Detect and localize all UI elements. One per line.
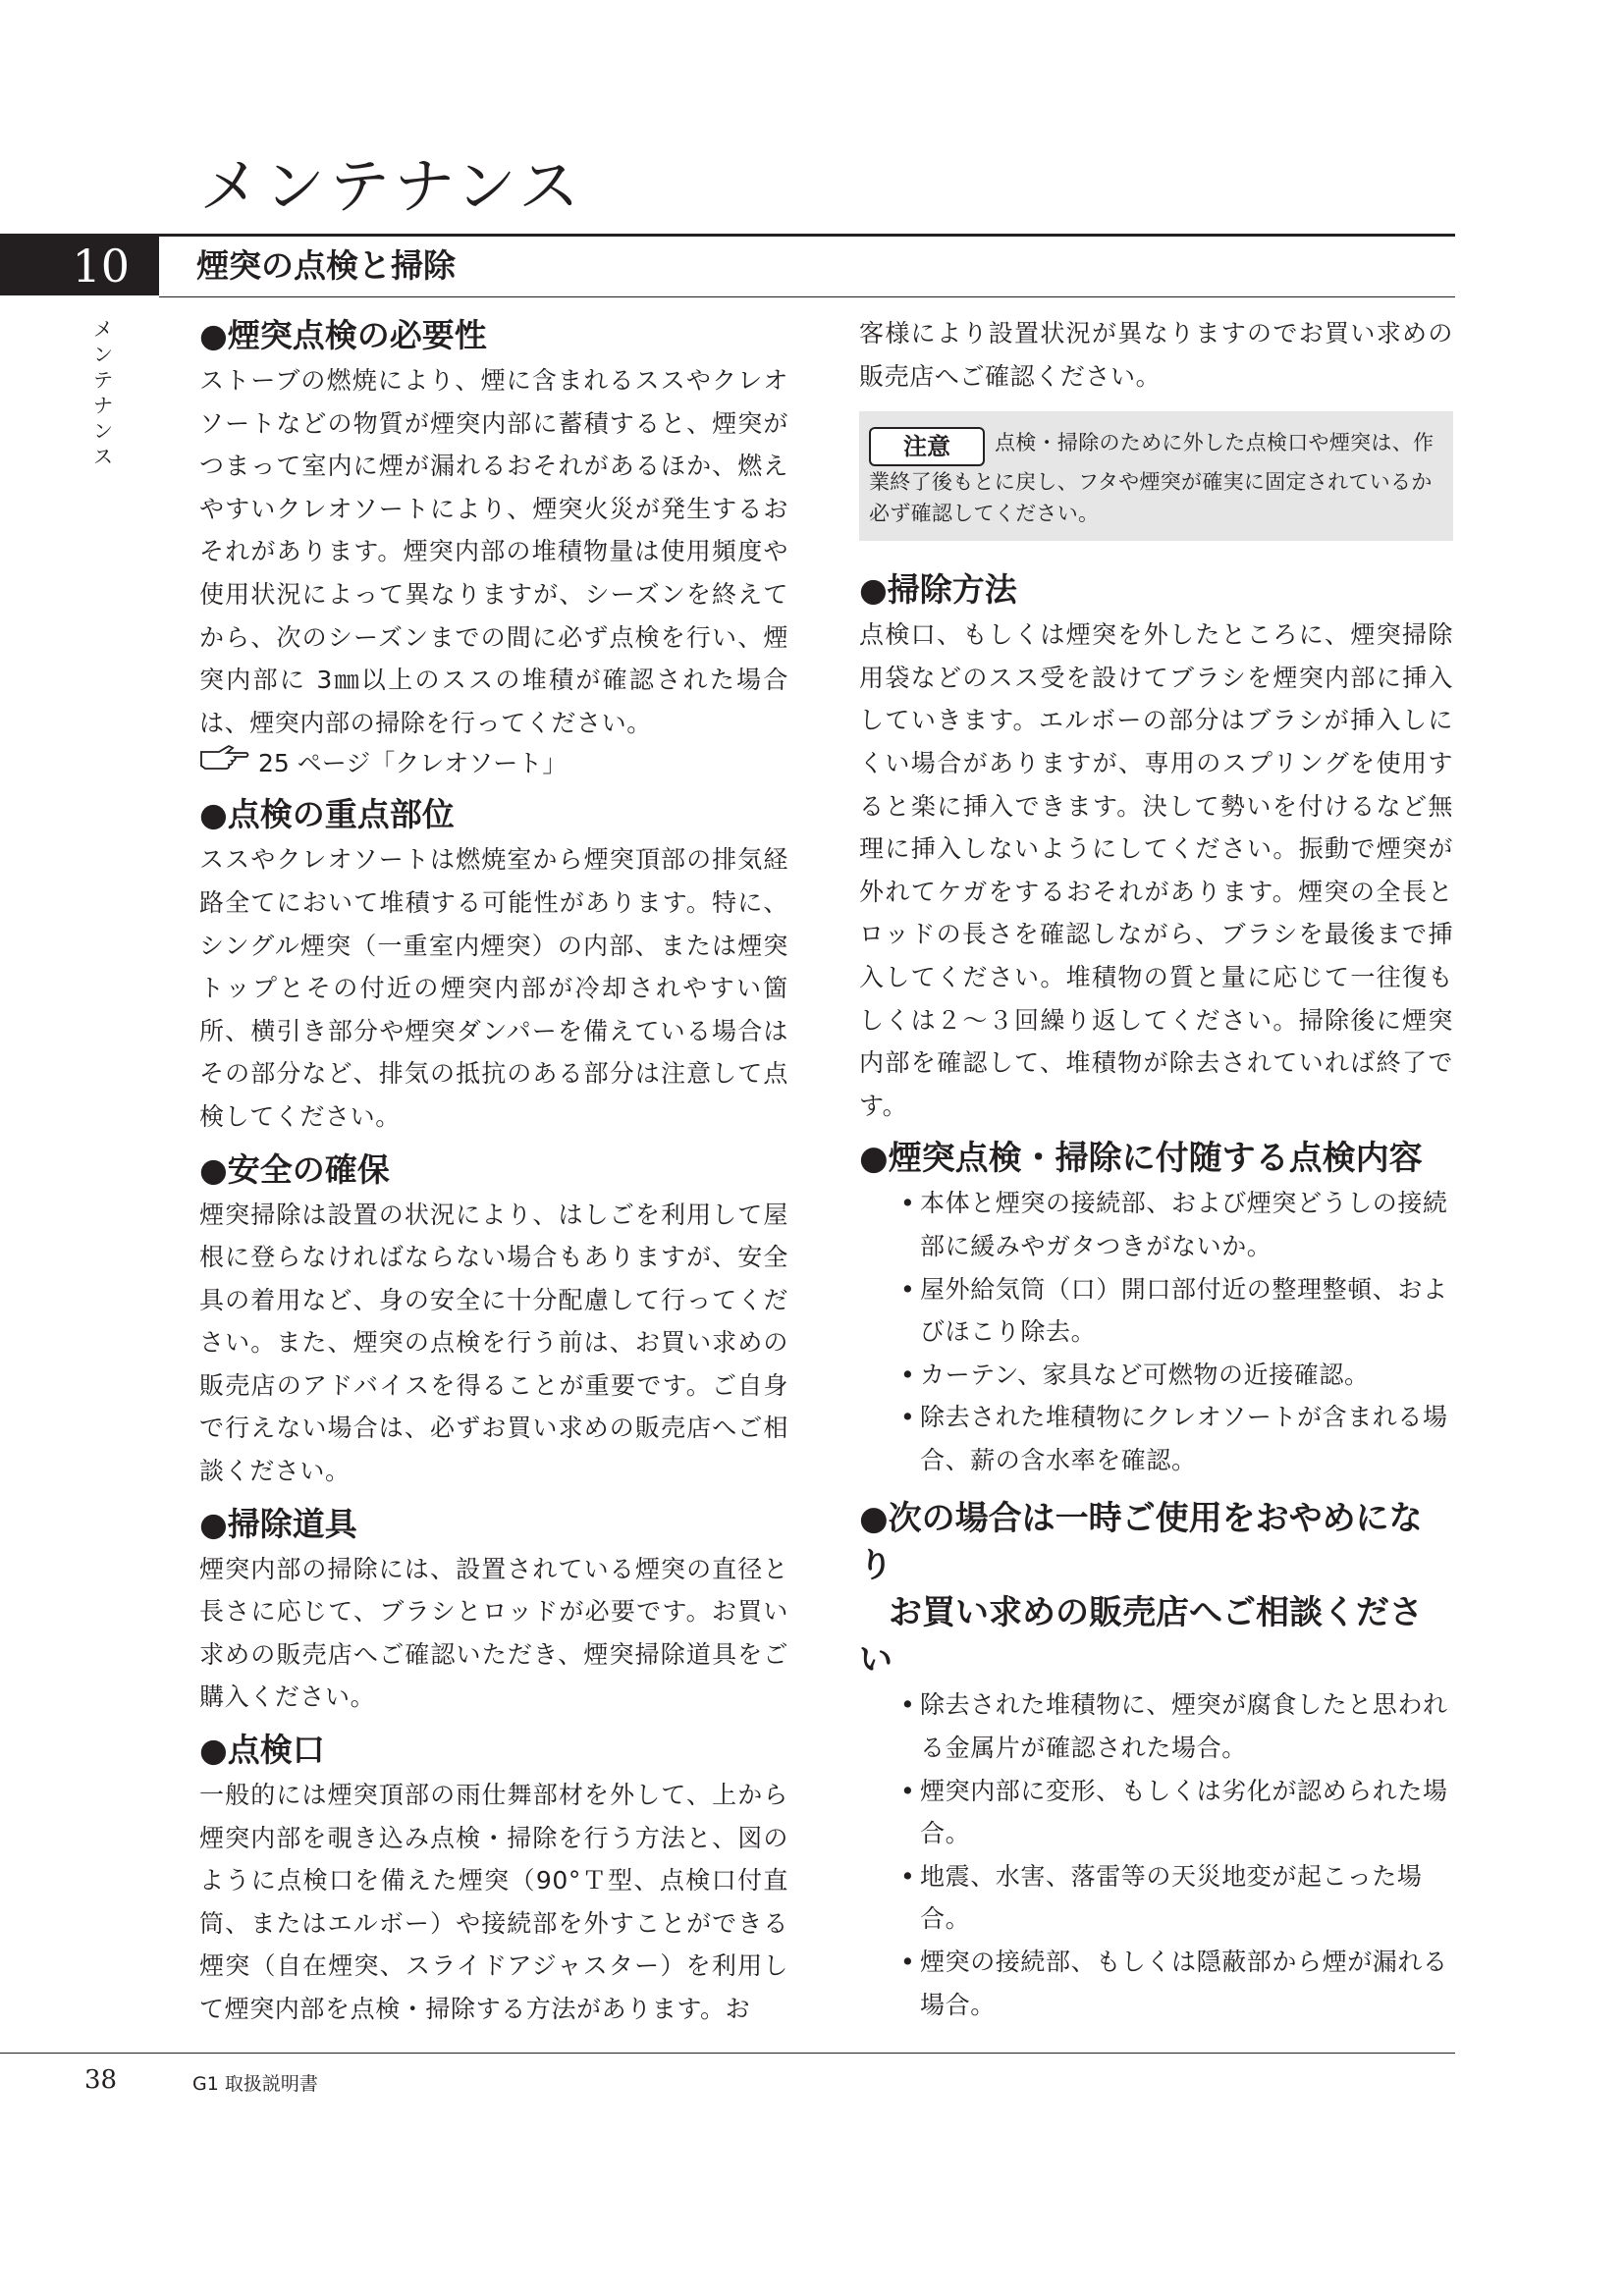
heading-inspection-port: ●点検口 bbox=[199, 1731, 325, 1770]
list-item: • 地震、水害、落雷等の天災地変が起こった場合。 bbox=[900, 1855, 1453, 1941]
section-rule bbox=[159, 296, 1455, 297]
caution-label: 注意 bbox=[869, 427, 985, 466]
page-reference: 25 ページ「クレオソート」 bbox=[199, 744, 788, 783]
side-label: メ ン テ ナ ン ス bbox=[93, 317, 113, 468]
page-number: 38 bbox=[84, 2065, 118, 2095]
list-item: • 煙突の接続部、もしくは隠蔽部から煙が漏れる場合。 bbox=[900, 1941, 1453, 2026]
list-item: • 屋外給気筒（口）開口部付近の整理整頓、およびほこり除去。 bbox=[900, 1268, 1453, 1354]
body-cleaning-method: 点検口、もしくは煙突を外したところに、煙突掃除用袋などのスス受を設けてブラシを煙突内部に挿入していきます。エルボーの部分はブラシが挿入しにくい場合がありますが、専用のスプリングを使用すると楽に挿入できます。決して勢いを付けるなど無理に挿入しないようにしてください。振動で煙突が外れてケガをするおそれがあります。煙突の全長とロッドの長さを確認しながら、ブラシを最後まで挿入してください。堆積物の質と量に応じて一往復もしくは２～３回繰り返してください。掃除後に煙突内部を確認して、堆積物が除去されていれば終了です。 bbox=[859, 620, 1453, 1120]
list-item: • 煙突内部に変形、もしくは劣化が認められた場合。 bbox=[900, 1770, 1453, 1855]
document-title: G1 取扱説明書 bbox=[192, 2073, 318, 2095]
heading-stop-use: ●次の場合は一時ご使用をおやめになり お買い求めの販売店へご相談ください bbox=[859, 1499, 1423, 1681]
section-number: 10 bbox=[0, 237, 159, 295]
body-inspection-port: 一般的には煙突頂部の雨仕舞部材を外して、上から煙突内部を覗き込み点検・掃除を行う方法と、図のように点検口を備えた煙突（90°Ｔ型、点検口付直筒、またはエルボー）や接続部を外すことができる煙突（自在煙突、スライドアジャスター）を利用して煙突内部を点検・掃除する方法があります。お bbox=[199, 1781, 788, 2023]
pointing-hand-icon bbox=[199, 744, 258, 783]
list-item: • 本体と煙突の接続部、および煙突どうしの接続部に緩みやガタつきがないか。 bbox=[900, 1182, 1453, 1267]
heading-tools: ●掃除道具 bbox=[199, 1504, 357, 1543]
caution-text: 点検・掃除のために外した点検口や煙突は、作業終了後もとに戻し、フタや煙突が確実に固定されているか必ず確認してください。 bbox=[869, 431, 1435, 526]
body-focus-areas: ススやクレオソートは燃焼室から煙突頂部の排気経路全てにおいて堆積する可能性があります。特に、シングル煙突（一重室内煙突）の内部、または煙突トップとその付近の煙突内部が冷却されやすい箇所、横引き部分や煙突ダンパーを備えている場合はその部分など、排気の抵抗のある部分は注意して点検してください。 bbox=[199, 845, 788, 1131]
caution-note bbox=[859, 411, 1453, 541]
list-item: • 除去された堆積物にクレオソートが含まれる場合、薪の含水率を確認。 bbox=[900, 1396, 1453, 1481]
related-checks-list bbox=[859, 1182, 1453, 1481]
list-item: • 除去された堆積物に、煙突が腐食したと思われる金属片が確認された場合。 bbox=[900, 1683, 1453, 1769]
stop-use-list bbox=[859, 1683, 1453, 2026]
left-column bbox=[199, 312, 788, 2031]
section-title: 煙突の点検と掃除 bbox=[196, 246, 456, 285]
heading-cleaning-method: ●掃除方法 bbox=[859, 570, 1017, 610]
heading-safety: ●安全の確保 bbox=[199, 1149, 390, 1189]
body-continued: 客様により設置状況が異なりますのでお買い求めの販売店へご確認ください。 bbox=[859, 319, 1453, 391]
heading-related-checks: ●煙突点検・掃除に付随する点検内容 bbox=[859, 1139, 1423, 1179]
body-tools: 煙突内部の掃除には、設置されている煙突の直径と長さに応じて、ブラシとロッドが必要です。お買い求めの販売店へご確認いただき、煙突掃除道具をご購入ください。 bbox=[199, 1554, 788, 1712]
heading-necessity: ●煙突点検の必要性 bbox=[199, 316, 487, 354]
list-item: • カーテン、家具など可燃物の近接確認。 bbox=[900, 1354, 1453, 1397]
body-safety: 煙突掃除は設置の状況により、はしごを利用して屋根に登らなければならない場合もありますが、安全具の着用など、身の安全に十分配慮して行ってください。また、煙突の点検を行う前は、お買い求めの販売店のアドバイスを得ることが重要です。ご自身で行えない場合は、必ずお買い求めの販売店へご相談ください。 bbox=[199, 1200, 788, 1486]
heading-focus-areas: ●点検の重点部位 bbox=[199, 795, 455, 834]
chapter-title: メンテナンス bbox=[199, 150, 584, 222]
bottom-rule bbox=[0, 2053, 1455, 2054]
body-necessity: ストーブの燃焼により、煙に含まれるススやクレオソートなどの物質が煙突内部に蓄積すると、煙突がつまって室内に煙が漏れるおそれがあるほか、燃えやすいクレオソートにより、煙突火災が発生するおそれがあります。煙突内部の堆積物量は使用頻度や使用状況によって異なりますが、シーズンを終えてから、次のシーズンまでの間に必ず点検を行い、煙突内部に 3㎜以上のススの堆積が確認された場合は、煙突内部の掃除を行ってください。 bbox=[199, 366, 788, 737]
right-column bbox=[859, 312, 1453, 2026]
